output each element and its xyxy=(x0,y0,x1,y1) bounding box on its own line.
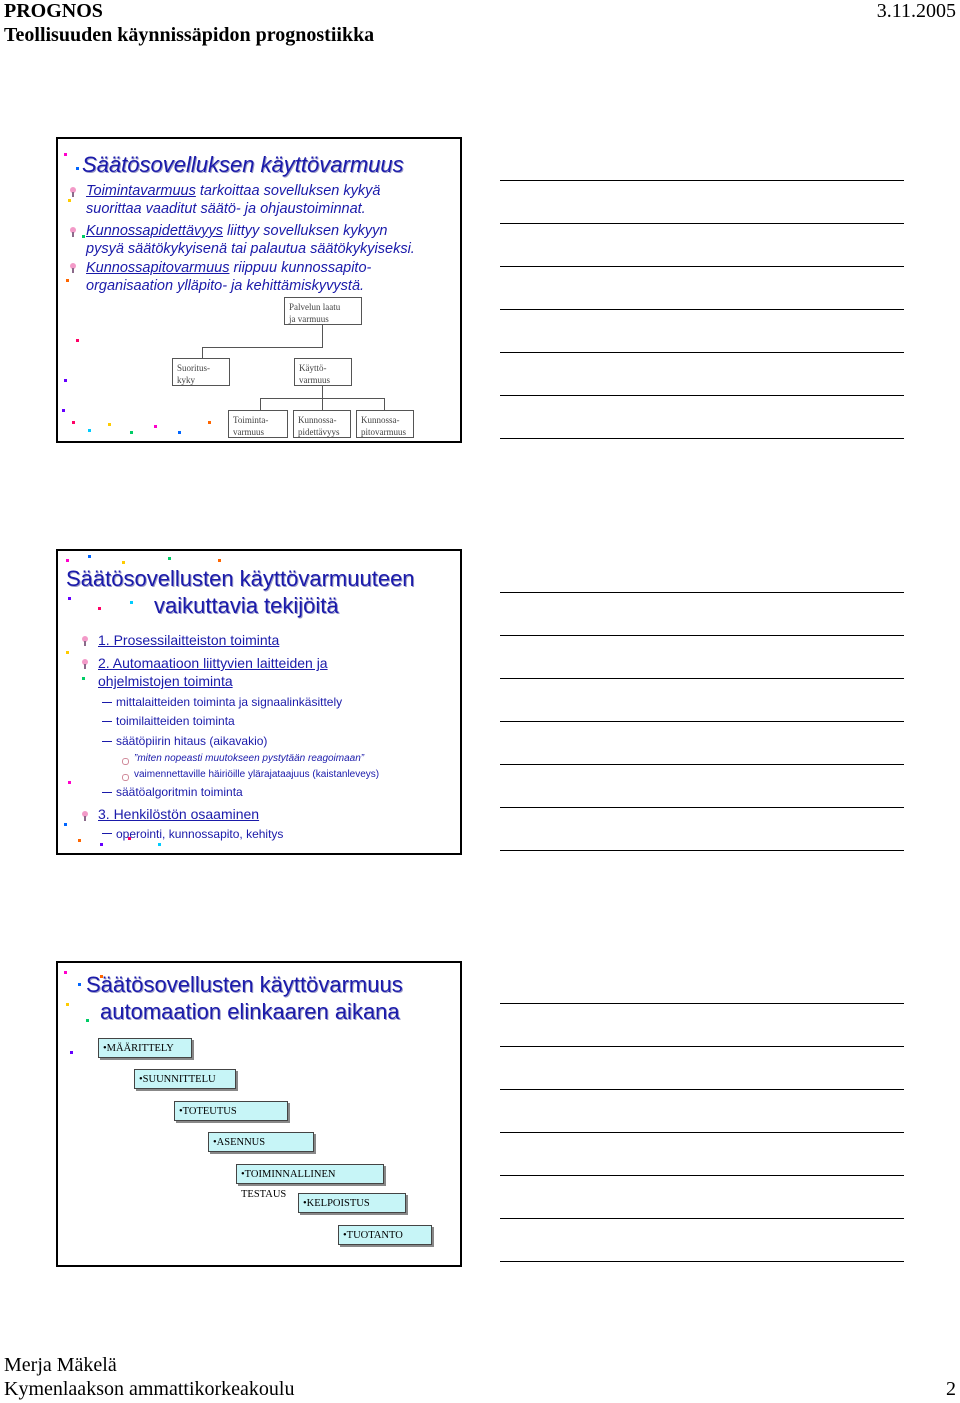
lifecycle-stage-asennus: •ASENNUS xyxy=(208,1132,314,1152)
slide-1-bullet-3: Kunnossapitovarmuus riippuu kunnossapito- organisaation ylläpito- ja kehittämiskyvystä. xyxy=(86,260,372,294)
diagram-node-kayttovarmuus: Käyttö- varmuus xyxy=(294,358,352,386)
diagram-node-kunnossapidettavyys: Kunnossa- pidettävyys xyxy=(293,410,351,438)
dash-marker xyxy=(102,792,112,793)
bullet-icon xyxy=(82,659,89,668)
slide-3-title-line-2: automaation elinkaaren aikana xyxy=(100,999,400,1024)
factor-3: 3. Henkilöstön osaaminen xyxy=(98,806,260,822)
note-line xyxy=(500,352,904,353)
note-line xyxy=(500,309,904,310)
small-bullet-icon xyxy=(122,774,129,781)
note-line xyxy=(500,266,904,267)
factor-3-sub-1: operointi, kunnossapito, kehitys xyxy=(116,827,284,841)
factor-2-sub-3: säätöpiirin hitaus (aikavakio) xyxy=(116,734,268,748)
note-line xyxy=(500,223,904,224)
factor-2: 2. Automaatioon liittyvien laitteiden ja ohjelmistojen toiminta xyxy=(98,655,328,689)
header-subtitle: Teollisuuden käynnissäpidon prognostiikka xyxy=(4,24,375,46)
diagram-node-suorituskyky: Suoritus- kyky xyxy=(172,358,230,386)
connector xyxy=(202,347,323,348)
bullet-icon xyxy=(70,263,77,272)
note-line xyxy=(500,850,904,851)
slide-2 xyxy=(56,549,462,855)
bullet-icon xyxy=(70,187,77,196)
factor-2-sub-3-detail-2: vaimennettaville häiriöille ylärajataajuus (kaistanleveys) xyxy=(134,769,380,780)
diagram-node-toimintavarmuus: Toiminta- varmuus xyxy=(228,410,288,438)
lifecycle-stage-maarittely: •MÄÄRITTELY xyxy=(98,1038,192,1058)
dash-marker xyxy=(102,721,112,722)
factor-2-sub-2: toimilaitteiden toiminta xyxy=(116,714,235,728)
footer-page-number: 2 xyxy=(946,1378,956,1400)
lifecycle-stage-suunnittelu: •SUUNNITTELU xyxy=(134,1069,236,1089)
lifecycle-stage-toteutus: •TOTEUTUS xyxy=(174,1101,288,1121)
note-line xyxy=(500,1089,904,1090)
header-title: PROGNOS xyxy=(4,0,103,22)
connector xyxy=(322,398,323,410)
note-line xyxy=(500,635,904,636)
slide-1 xyxy=(56,137,462,443)
diagram-node-root: Palvelun laatu ja varmuus xyxy=(284,297,362,325)
slide-2-title-line-2: vaikuttavia tekijöitä xyxy=(154,593,339,618)
note-line xyxy=(500,180,904,181)
bullet-icon xyxy=(82,636,89,645)
note-line xyxy=(500,678,904,679)
note-line xyxy=(500,438,904,439)
header-date: 3.11.2005 xyxy=(876,0,956,22)
connector xyxy=(384,398,385,410)
note-line xyxy=(500,592,904,593)
factor-2-sub-4: säätöalgoritmin toiminta xyxy=(116,785,243,799)
lifecycle-stage-tuotanto: •TUOTANTO xyxy=(338,1225,432,1245)
note-line xyxy=(500,1218,904,1219)
diagram-node-kunnossapitovarmuus: Kunnossa- pitovarmuus xyxy=(356,410,414,438)
slide-3-title-line-1: Säätösovellusten käyttövarmuus xyxy=(86,972,403,997)
connector xyxy=(322,386,323,398)
note-line xyxy=(500,1046,904,1047)
bullet-icon xyxy=(70,227,77,236)
lifecycle-stage-kelpoistus: •KELPOISTUS xyxy=(298,1193,406,1213)
factor-2-sub-3-detail-1: ”miten nopeasti muutokseen pystytään reagoimaan” xyxy=(134,753,365,764)
note-line xyxy=(500,721,904,722)
slide-1-title: Säätösovelluksen käyttövarmuus xyxy=(82,152,404,177)
factor-2-sub-1: mittalaitteiden toiminta ja signaalinkäsittely xyxy=(116,695,343,709)
note-line xyxy=(500,807,904,808)
note-line xyxy=(500,1132,904,1133)
slide-2-title-line-1: Säätösovellusten käyttövarmuuteen xyxy=(66,566,415,591)
footer-organization: Kymenlaakson ammattikorkeakoulu xyxy=(4,1378,295,1400)
note-line xyxy=(500,1175,904,1176)
dash-marker xyxy=(102,741,112,742)
slide-3 xyxy=(56,961,462,1267)
connector xyxy=(260,398,261,410)
note-line xyxy=(500,395,904,396)
slide-1-bullet-1: Toimintavarmuus tarkoittaa sovelluksen kykyä suorittaa vaaditut säätö- ja ohjaustoiminnat. xyxy=(86,183,381,217)
small-bullet-icon xyxy=(122,758,129,765)
connector xyxy=(322,325,323,347)
bullet-icon xyxy=(82,811,89,820)
footer-author: Merja Mäkelä xyxy=(4,1354,117,1376)
slide-1-bullet-2: Kunnossapidettävyys liittyy sovelluksen kykyyn pysyä säätökykyisenä tai palautua säätökykyiseksi. xyxy=(86,223,415,257)
lifecycle-stage-toiminnallinen-testaus: •TOIMINNALLINEN TESTAUS xyxy=(236,1164,384,1184)
dash-marker xyxy=(102,833,112,834)
dash-marker xyxy=(102,702,112,703)
note-line xyxy=(500,1261,904,1262)
note-line xyxy=(500,764,904,765)
note-line xyxy=(500,1003,904,1004)
factor-1: 1. Prosessilaitteiston toiminta xyxy=(98,632,280,648)
